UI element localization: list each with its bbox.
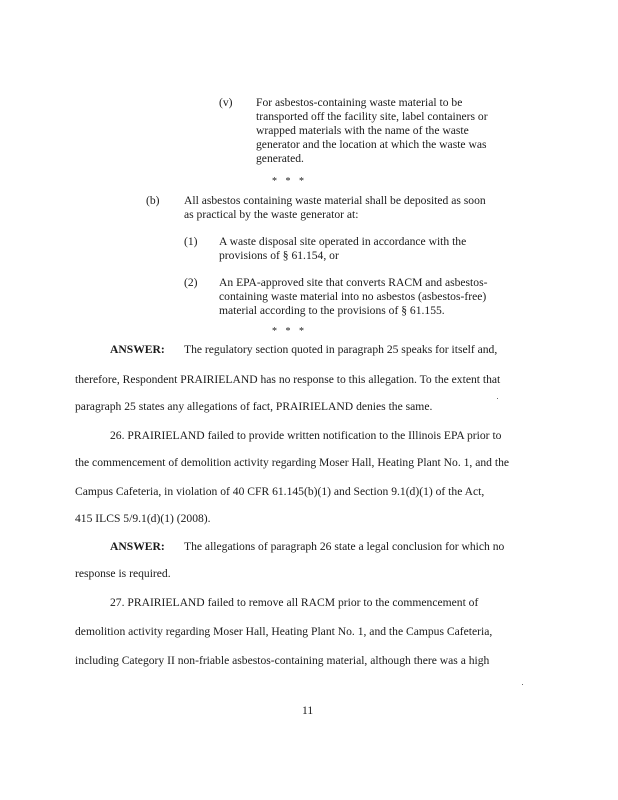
item-b-line-2: as practical by the waste generator at: [184,208,359,221]
item-v-line-5: generated. [256,152,304,165]
para-26-line-1: 26. PRAIRIELAND failed to provide written notification to the Illinois EPA prior to [110,429,502,442]
scan-speck [522,684,523,685]
item-1-line-2: provisions of § 61.154, or [219,249,339,262]
answer-25-line-1: The regulatory section quoted in paragraph 25 speaks for itself and, [184,343,498,356]
item-b-marker: (b) [146,194,160,207]
ellipsis-stars-1: * * * [272,176,307,187]
para-26-line-2: the commencement of demolition activity regarding Moser Hall, Heating Plant No. 1, and the [75,456,510,469]
item-v-line-1: For asbestos-containing waste material to be [256,96,463,109]
item-v-line-4: generator and the location at which the waste was [256,138,487,151]
answer-25-label: ANSWER: [110,343,165,356]
para-26-line-4: 415 ILCS 5/9.1(d)(1) (2008). [75,512,211,525]
para-27-line-2: demolition activity regarding Moser Hall, Heating Plant No. 1, and the Campus Cafeteria, [75,625,493,638]
answer-25-line-2: therefore, Respondent PRAIRIELAND has no response to this allegation. To the extent that [75,373,501,386]
item-2-line-3: material according to the provisions of § 61.155. [219,304,445,317]
item-v-line-2: transported off the facility site, label containers or [256,110,488,123]
page-number: 11 [302,704,314,717]
answer-26-label: ANSWER: [110,540,165,553]
item-v-line-3: wrapped materials with the name of the waste [256,124,469,137]
answer-26-line-2: response is required. [75,567,171,580]
para-26-line-3: Campus Cafeteria, in violation of 40 CFR 61.145(b)(1) and Section 9.1(d)(1) of the Act, [75,485,485,498]
item-2-line-1: An EPA-approved site that converts RACM and asbestos- [219,276,488,289]
item-2-line-2: containing waste material into no asbestos (asbestos-free) [219,290,487,303]
answer-25-line-3: paragraph 25 states any allegations of fact, PRAIRIELAND denies the same. [75,400,433,413]
para-27-line-1: 27. PRAIRIELAND failed to remove all RACM prior to the commencement of [110,596,479,609]
item-v-marker: (v) [219,96,233,109]
para-27-line-3: including Category II non-friable asbestos-containing material, although there was a high [75,654,490,667]
answer-26-line-1: The allegations of paragraph 26 state a legal conclusion for which no [184,540,505,553]
item-1-line-1: A waste disposal site operated in accordance with the [219,235,467,248]
ellipsis-stars-2: * * * [272,326,307,337]
item-2-marker: (2) [184,276,198,289]
item-1-marker: (1) [184,235,198,248]
item-b-line-1: All asbestos containing waste material shall be deposited as soon [184,194,486,207]
scan-speck [497,398,498,399]
